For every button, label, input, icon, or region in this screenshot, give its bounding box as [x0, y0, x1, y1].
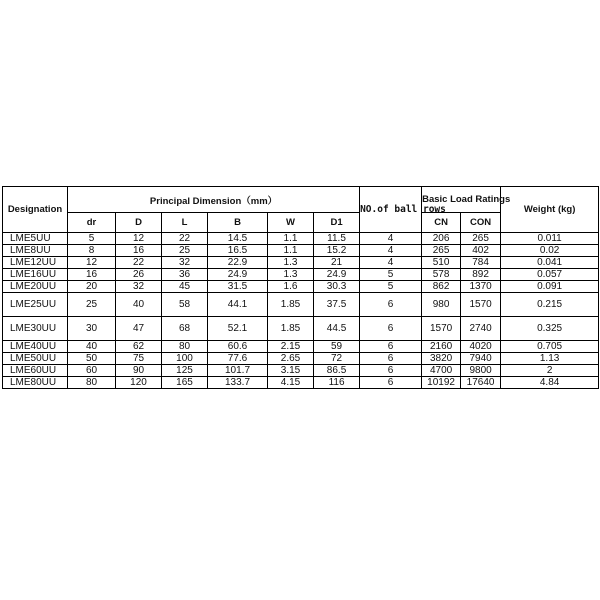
table-row	[3, 281, 599, 293]
cell-ball-rows: 5	[360, 281, 422, 293]
cell-dr: 12	[68, 257, 116, 269]
cell-ball-rows: 6	[360, 317, 422, 341]
cell-d: 32	[116, 281, 162, 293]
cell-d1: 37.5	[314, 293, 360, 317]
header-dr: dr	[68, 213, 116, 233]
cell-con: 17640	[461, 377, 501, 389]
table-row	[3, 257, 599, 269]
header-ball-rows: NO.of ball rows	[360, 187, 422, 233]
cell-ball-rows: 4	[360, 233, 422, 245]
cell-con: 402	[461, 245, 501, 257]
cell-l: 58	[162, 293, 208, 317]
cell-con: 892	[461, 269, 501, 281]
table-row	[3, 377, 599, 389]
cell-con: 7940	[461, 353, 501, 365]
cell-designation: LME5UU	[3, 233, 68, 245]
cell-d1: 24.9	[314, 269, 360, 281]
cell-ball-rows: 4	[360, 257, 422, 269]
cell-weight: 0.215	[501, 293, 599, 317]
cell-designation: LME16UU	[3, 269, 68, 281]
cell-l: 165	[162, 377, 208, 389]
cell-d: 90	[116, 365, 162, 377]
cell-ball-rows: 6	[360, 377, 422, 389]
header-weight: Weight (kg)	[501, 187, 599, 233]
cell-d1: 15.2	[314, 245, 360, 257]
cell-d: 12	[116, 233, 162, 245]
cell-weight: 0.091	[501, 281, 599, 293]
cell-con: 784	[461, 257, 501, 269]
cell-designation: LME50UU	[3, 353, 68, 365]
cell-l: 36	[162, 269, 208, 281]
header-basic-load-ratings: Basic Load Ratings	[422, 187, 501, 213]
header-principal-dimension: Principal Dimension（mm）	[68, 187, 360, 213]
cell-w: 1.3	[268, 257, 314, 269]
cell-d1: 59	[314, 341, 360, 353]
cell-d: 62	[116, 341, 162, 353]
cell-dr: 8	[68, 245, 116, 257]
cell-b: 133.7	[208, 377, 268, 389]
cell-con: 1370	[461, 281, 501, 293]
cell-con: 9800	[461, 365, 501, 377]
cell-l: 45	[162, 281, 208, 293]
cell-weight: 0.02	[501, 245, 599, 257]
cell-d1: 44.5	[314, 317, 360, 341]
header-d: D	[116, 213, 162, 233]
cell-ball-rows: 5	[360, 269, 422, 281]
cell-designation: LME30UU	[3, 317, 68, 341]
cell-weight: 0.325	[501, 317, 599, 341]
cell-cn: 862	[422, 281, 461, 293]
cell-weight: 0.011	[501, 233, 599, 245]
cell-dr: 30	[68, 317, 116, 341]
cell-dr: 40	[68, 341, 116, 353]
cell-d1: 72	[314, 353, 360, 365]
cell-l: 25	[162, 245, 208, 257]
cell-dr: 16	[68, 269, 116, 281]
cell-d: 75	[116, 353, 162, 365]
cell-cn: 4700	[422, 365, 461, 377]
cell-dr: 80	[68, 377, 116, 389]
cell-designation: LME20UU	[3, 281, 68, 293]
cell-d1: 86.5	[314, 365, 360, 377]
table-row	[3, 269, 599, 281]
cell-w: 1.3	[268, 269, 314, 281]
table-row	[3, 245, 599, 257]
cell-d: 22	[116, 257, 162, 269]
cell-ball-rows: 6	[360, 293, 422, 317]
cell-d: 26	[116, 269, 162, 281]
cell-designation: LME40UU	[3, 341, 68, 353]
cell-b: 60.6	[208, 341, 268, 353]
header-l: L	[162, 213, 208, 233]
cell-dr: 20	[68, 281, 116, 293]
cell-b: 52.1	[208, 317, 268, 341]
spec-table	[2, 186, 599, 389]
cell-d1: 116	[314, 377, 360, 389]
header-d1: D1	[314, 213, 360, 233]
cell-con: 4020	[461, 341, 501, 353]
cell-weight: 1.13	[501, 353, 599, 365]
cell-w: 1.85	[268, 317, 314, 341]
cell-designation: LME60UU	[3, 365, 68, 377]
cell-w: 1.85	[268, 293, 314, 317]
cell-cn: 3820	[422, 353, 461, 365]
cell-b: 31.5	[208, 281, 268, 293]
cell-d: 16	[116, 245, 162, 257]
header-w: W	[268, 213, 314, 233]
header-row-1	[3, 187, 599, 213]
cell-designation: LME80UU	[3, 377, 68, 389]
cell-w: 3.15	[268, 365, 314, 377]
cell-l: 32	[162, 257, 208, 269]
cell-b: 14.5	[208, 233, 268, 245]
cell-dr: 50	[68, 353, 116, 365]
cell-designation: LME8UU	[3, 245, 68, 257]
cell-l: 22	[162, 233, 208, 245]
cell-con: 265	[461, 233, 501, 245]
cell-b: 16.5	[208, 245, 268, 257]
cell-d1: 21	[314, 257, 360, 269]
cell-w: 2.15	[268, 341, 314, 353]
cell-designation: LME12UU	[3, 257, 68, 269]
table-row	[3, 317, 599, 341]
cell-ball-rows: 6	[360, 341, 422, 353]
table-row	[3, 353, 599, 365]
cell-cn: 578	[422, 269, 461, 281]
cell-b: 24.9	[208, 269, 268, 281]
cell-weight: 0.057	[501, 269, 599, 281]
cell-d1: 30.3	[314, 281, 360, 293]
cell-l: 68	[162, 317, 208, 341]
cell-b: 22.9	[208, 257, 268, 269]
cell-cn: 1570	[422, 317, 461, 341]
cell-weight: 0.705	[501, 341, 599, 353]
cell-ball-rows: 4	[360, 245, 422, 257]
cell-weight: 2	[501, 365, 599, 377]
cell-weight: 0.041	[501, 257, 599, 269]
cell-d: 120	[116, 377, 162, 389]
cell-cn: 206	[422, 233, 461, 245]
cell-w: 1.6	[268, 281, 314, 293]
cell-cn: 980	[422, 293, 461, 317]
table-row	[3, 233, 599, 245]
cell-l: 125	[162, 365, 208, 377]
cell-w: 4.15	[268, 377, 314, 389]
cell-l: 100	[162, 353, 208, 365]
cell-b: 77.6	[208, 353, 268, 365]
cell-d: 47	[116, 317, 162, 341]
cell-b: 101.7	[208, 365, 268, 377]
cell-w: 2.65	[268, 353, 314, 365]
cell-cn: 2160	[422, 341, 461, 353]
cell-con: 1570	[461, 293, 501, 317]
cell-cn: 510	[422, 257, 461, 269]
table-row	[3, 293, 599, 317]
cell-dr: 60	[68, 365, 116, 377]
cell-con: 2740	[461, 317, 501, 341]
cell-dr: 5	[68, 233, 116, 245]
cell-d: 40	[116, 293, 162, 317]
cell-cn: 265	[422, 245, 461, 257]
cell-w: 1.1	[268, 245, 314, 257]
header-cn: CN	[422, 213, 461, 233]
cell-cn: 10192	[422, 377, 461, 389]
cell-designation: LME25UU	[3, 293, 68, 317]
cell-w: 1.1	[268, 233, 314, 245]
header-b: B	[208, 213, 268, 233]
cell-b: 44.1	[208, 293, 268, 317]
header-designation: Designation	[3, 187, 68, 233]
cell-ball-rows: 6	[360, 365, 422, 377]
header-con: CON	[461, 213, 501, 233]
table-row	[3, 365, 599, 377]
cell-d1: 11.5	[314, 233, 360, 245]
cell-ball-rows: 6	[360, 353, 422, 365]
cell-l: 80	[162, 341, 208, 353]
cell-weight: 4.84	[501, 377, 599, 389]
table-row	[3, 341, 599, 353]
cell-dr: 25	[68, 293, 116, 317]
